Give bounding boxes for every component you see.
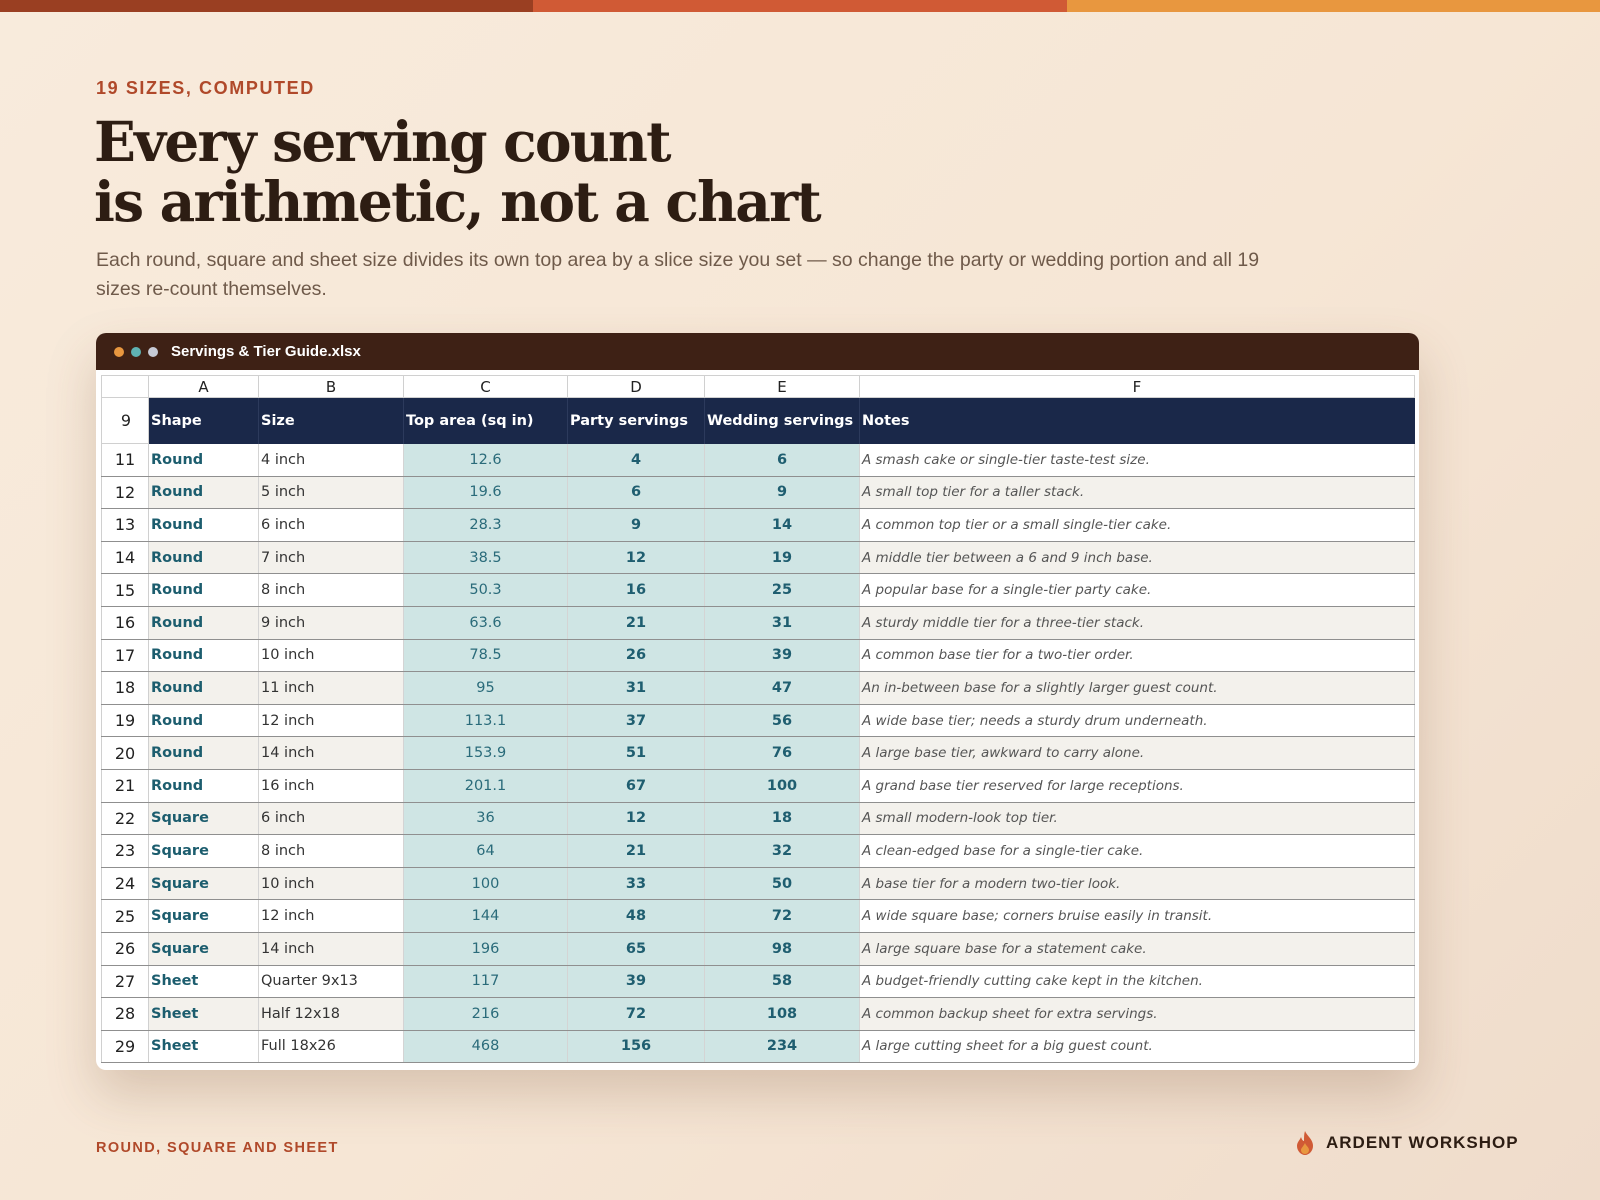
table-row — [102, 672, 1415, 705]
row-number[interactable]: 21 — [102, 769, 149, 802]
cell-notes[interactable]: A grand base tier reserved for large receptions. — [860, 769, 1415, 802]
row-number[interactable]: 17 — [102, 639, 149, 672]
cell-notes[interactable]: A small modern-look top tier. — [860, 802, 1415, 835]
cell-shape[interactable]: Round — [149, 769, 259, 802]
table-row — [102, 541, 1415, 574]
cell-top-area[interactable]: 78.5 — [404, 639, 568, 672]
cell-party-servings[interactable]: 21 — [568, 606, 705, 639]
cell-party-servings[interactable]: 72 — [568, 998, 705, 1031]
row-number[interactable]: 12 — [102, 476, 149, 509]
cell-wedding-servings[interactable]: 98 — [705, 932, 860, 965]
cell-notes[interactable]: A large square base for a statement cake. — [860, 932, 1415, 965]
headline-line-2: is arithmetic, not a chart — [94, 169, 820, 234]
cell-shape[interactable]: Square — [149, 932, 259, 965]
header-party-servings[interactable]: Party servings — [568, 398, 705, 444]
table-row — [102, 965, 1415, 998]
cell-notes[interactable]: A smash cake or single-tier taste-test size. — [860, 444, 1415, 477]
table-row — [102, 509, 1415, 542]
cell-notes[interactable]: A common top tier or a small single-tier cake. — [860, 509, 1415, 542]
table-row — [102, 476, 1415, 509]
table-row — [102, 932, 1415, 965]
cell-wedding-servings[interactable]: 14 — [705, 509, 860, 542]
row-number[interactable]: 23 — [102, 835, 149, 868]
cell-party-servings[interactable]: 9 — [568, 509, 705, 542]
cell-size[interactable]: 11 inch — [259, 672, 404, 705]
footer-caption: ROUND, SQUARE AND SHEET — [96, 1140, 339, 1156]
cell-wedding-servings[interactable]: 50 — [705, 867, 860, 900]
table-row — [102, 574, 1415, 607]
top-accent-bar — [0, 0, 1600, 12]
table-row — [102, 704, 1415, 737]
column-header-a[interactable]: A — [149, 376, 259, 398]
cell-party-servings[interactable]: 33 — [568, 867, 705, 900]
column-header-c[interactable]: C — [404, 376, 568, 398]
cell-top-area[interactable]: 63.6 — [404, 606, 568, 639]
header-notes[interactable]: Notes — [860, 398, 1415, 444]
cell-top-area[interactable]: 50.3 — [404, 574, 568, 607]
headline-line-1: Every serving count — [94, 109, 670, 174]
header-wedding-servings[interactable]: Wedding servings — [705, 398, 860, 444]
row-number[interactable]: 19 — [102, 704, 149, 737]
row-number[interactable]: 16 — [102, 606, 149, 639]
cell-shape[interactable]: Round — [149, 574, 259, 607]
table-row — [102, 802, 1415, 835]
column-header-d[interactable]: D — [568, 376, 705, 398]
cell-party-servings[interactable]: 37 — [568, 704, 705, 737]
cell-shape[interactable]: Sheet — [149, 1030, 259, 1063]
cell-party-servings[interactable]: 12 — [568, 541, 705, 574]
window-dot-grey[interactable] — [148, 347, 158, 357]
table-row — [102, 835, 1415, 868]
column-header-row — [102, 376, 1415, 398]
table-row — [102, 444, 1415, 477]
cell-shape[interactable]: Round — [149, 672, 259, 705]
cell-size[interactable]: 14 inch — [259, 932, 404, 965]
cell-notes[interactable]: A middle tier between a 6 and 9 inch base. — [860, 541, 1415, 574]
cell-wedding-servings[interactable]: 58 — [705, 965, 860, 998]
cell-party-servings[interactable]: 12 — [568, 802, 705, 835]
cell-size[interactable]: 8 inch — [259, 835, 404, 868]
table-row — [102, 606, 1415, 639]
cell-size[interactable]: 8 inch — [259, 574, 404, 607]
cell-top-area[interactable]: 64 — [404, 835, 568, 868]
cell-party-servings[interactable]: 156 — [568, 1030, 705, 1063]
cell-party-servings[interactable]: 26 — [568, 639, 705, 672]
flame-icon — [1294, 1130, 1316, 1156]
cell-party-servings[interactable]: 21 — [568, 835, 705, 868]
cell-notes[interactable]: A wide square base; corners bruise easily in transit. — [860, 900, 1415, 933]
table-row — [102, 769, 1415, 802]
row-number[interactable]: 15 — [102, 574, 149, 607]
table-row — [102, 900, 1415, 933]
cell-size[interactable]: 5 inch — [259, 476, 404, 509]
brand-name: ARDENT WORKSHOP — [1326, 1133, 1519, 1152]
cell-wedding-servings[interactable]: 32 — [705, 835, 860, 868]
spreadsheet-window — [96, 333, 1419, 1070]
row-number[interactable]: 14 — [102, 541, 149, 574]
table-row — [102, 737, 1415, 770]
cell-shape[interactable]: Square — [149, 867, 259, 900]
cell-notes[interactable]: A sturdy middle tier for a three-tier stack. — [860, 606, 1415, 639]
cell-party-servings[interactable]: 4 — [568, 444, 705, 477]
page-headline — [94, 109, 820, 234]
cell-wedding-servings[interactable]: 9 — [705, 476, 860, 509]
cell-shape[interactable]: Round — [149, 444, 259, 477]
window-title: Servings & Tier Guide.xlsx — [171, 343, 361, 360]
cell-wedding-servings[interactable]: 56 — [705, 704, 860, 737]
cell-size[interactable]: 10 inch — [259, 867, 404, 900]
cell-shape[interactable]: Sheet — [149, 965, 259, 998]
cell-size[interactable]: 9 inch — [259, 606, 404, 639]
cell-size[interactable]: 10 inch — [259, 639, 404, 672]
cell-notes[interactable]: A common base tier for a two-tier order. — [860, 639, 1415, 672]
window-dot-orange[interactable] — [114, 347, 124, 357]
cell-party-servings[interactable]: 48 — [568, 900, 705, 933]
row-number[interactable]: 22 — [102, 802, 149, 835]
cell-size[interactable]: 14 inch — [259, 737, 404, 770]
accent-bar-segment-1 — [0, 0, 533, 12]
cell-wedding-servings[interactable]: 72 — [705, 900, 860, 933]
cell-notes[interactable]: A wide base tier; needs a sturdy drum underneath. — [860, 704, 1415, 737]
cell-shape[interactable]: Round — [149, 509, 259, 542]
row-number[interactable]: 11 — [102, 444, 149, 477]
row-number[interactable]: 28 — [102, 998, 149, 1031]
cell-party-servings[interactable]: 39 — [568, 965, 705, 998]
cell-notes[interactable]: A popular base for a single-tier party cake. — [860, 574, 1415, 607]
cell-notes[interactable]: A base tier for a modern two-tier look. — [860, 867, 1415, 900]
cell-wedding-servings[interactable]: 108 — [705, 998, 860, 1031]
corner-cell[interactable] — [102, 376, 149, 398]
accent-bar-segment-3 — [1067, 0, 1600, 12]
cell-wedding-servings[interactable]: 19 — [705, 541, 860, 574]
row-number[interactable]: 25 — [102, 900, 149, 933]
column-header-f[interactable]: F — [860, 376, 1415, 398]
cell-party-servings[interactable]: 6 — [568, 476, 705, 509]
cell-top-area[interactable]: 216 — [404, 998, 568, 1031]
cell-size[interactable]: 12 inch — [259, 900, 404, 933]
window-dot-teal[interactable] — [131, 347, 141, 357]
cell-notes[interactable]: A small top tier for a taller stack. — [860, 476, 1415, 509]
column-header-e[interactable]: E — [705, 376, 860, 398]
column-header-b[interactable]: B — [259, 376, 404, 398]
cell-notes[interactable]: An in-between base for a slightly larger guest count. — [860, 672, 1415, 705]
cell-party-servings[interactable]: 65 — [568, 932, 705, 965]
cell-shape[interactable]: Square — [149, 900, 259, 933]
header-top-area[interactable]: Top area (sq in) — [404, 398, 568, 444]
cell-party-servings[interactable]: 16 — [568, 574, 705, 607]
cell-wedding-servings[interactable]: 100 — [705, 769, 860, 802]
cell-wedding-servings[interactable]: 234 — [705, 1030, 860, 1063]
cell-wedding-servings[interactable]: 6 — [705, 444, 860, 477]
cell-party-servings[interactable]: 31 — [568, 672, 705, 705]
cell-size[interactable]: Full 18x26 — [259, 1030, 404, 1063]
cell-shape[interactable]: Round — [149, 541, 259, 574]
cell-top-area[interactable]: 144 — [404, 900, 568, 933]
row-number[interactable]: 13 — [102, 509, 149, 542]
row-number[interactable]: 29 — [102, 1030, 149, 1063]
table-header-row — [102, 398, 1415, 444]
cell-shape[interactable]: Round — [149, 704, 259, 737]
header-size[interactable]: Size — [259, 398, 404, 444]
row-number[interactable]: 24 — [102, 867, 149, 900]
cell-notes[interactable]: A large cutting sheet for a big guest count. — [860, 1030, 1415, 1063]
cell-top-area[interactable]: 38.5 — [404, 541, 568, 574]
cell-wedding-servings[interactable]: 31 — [705, 606, 860, 639]
window-titlebar — [96, 333, 1419, 370]
cell-top-area[interactable]: 201.1 — [404, 769, 568, 802]
cell-shape[interactable]: Square — [149, 835, 259, 868]
cell-top-area[interactable]: 28.3 — [404, 509, 568, 542]
cell-wedding-servings[interactable]: 39 — [705, 639, 860, 672]
cell-top-area[interactable]: 468 — [404, 1030, 568, 1063]
row-number[interactable]: 18 — [102, 672, 149, 705]
cell-size[interactable]: 16 inch — [259, 769, 404, 802]
cell-shape[interactable]: Round — [149, 606, 259, 639]
page-subtitle: Each round, square and sheet size divides its own top area by a slice size you set — so change the party or wedding portion and all 19 sizes re-count themselves. — [96, 249, 1260, 300]
cell-shape[interactable]: Sheet — [149, 998, 259, 1031]
table-row — [102, 867, 1415, 900]
eyebrow-label: 19 SIZES, COMPUTED — [96, 78, 315, 98]
table-row — [102, 639, 1415, 672]
table-row — [102, 998, 1415, 1031]
cell-wedding-servings[interactable]: 18 — [705, 802, 860, 835]
cell-shape[interactable]: Round — [149, 737, 259, 770]
header-shape[interactable]: Shape — [149, 398, 259, 444]
cell-size[interactable]: Half 12x18 — [259, 998, 404, 1031]
cell-wedding-servings[interactable]: 76 — [705, 737, 860, 770]
cell-top-area[interactable]: 12.6 — [404, 444, 568, 477]
cell-top-area[interactable]: 36 — [404, 802, 568, 835]
cell-shape[interactable]: Square — [149, 802, 259, 835]
cell-size[interactable]: 7 inch — [259, 541, 404, 574]
cell-size[interactable]: 6 inch — [259, 509, 404, 542]
cell-size[interactable]: Quarter 9x13 — [259, 965, 404, 998]
cell-notes[interactable]: A common backup sheet for extra servings. — [860, 998, 1415, 1031]
cell-top-area[interactable]: 196 — [404, 932, 568, 965]
cell-notes[interactable]: A budget-friendly cutting cake kept in the kitchen. — [860, 965, 1415, 998]
cell-wedding-servings[interactable]: 25 — [705, 574, 860, 607]
cell-notes[interactable]: A large base tier, awkward to carry alone. — [860, 737, 1415, 770]
table-row — [102, 1030, 1415, 1063]
row-number[interactable]: 26 — [102, 932, 149, 965]
cell-shape[interactable]: Round — [149, 639, 259, 672]
cell-party-servings[interactable]: 67 — [568, 769, 705, 802]
cell-shape[interactable]: Round — [149, 476, 259, 509]
cell-top-area[interactable]: 113.1 — [404, 704, 568, 737]
cell-top-area[interactable]: 117 — [404, 965, 568, 998]
cell-top-area[interactable]: 153.9 — [404, 737, 568, 770]
row-number[interactable]: 20 — [102, 737, 149, 770]
cell-party-servings[interactable]: 51 — [568, 737, 705, 770]
row-number[interactable]: 9 — [102, 398, 149, 444]
cell-top-area[interactable]: 95 — [404, 672, 568, 705]
cell-top-area[interactable]: 19.6 — [404, 476, 568, 509]
cell-top-area[interactable]: 100 — [404, 867, 568, 900]
cell-wedding-servings[interactable]: 47 — [705, 672, 860, 705]
cell-size[interactable]: 12 inch — [259, 704, 404, 737]
accent-bar-segment-2 — [533, 0, 1066, 12]
cell-size[interactable]: 4 inch — [259, 444, 404, 477]
spreadsheet-grid — [101, 375, 1415, 1063]
cell-size[interactable]: 6 inch — [259, 802, 404, 835]
brand-block — [1294, 1130, 1519, 1156]
row-number[interactable]: 27 — [102, 965, 149, 998]
cell-notes[interactable]: A clean-edged base for a single-tier cake. — [860, 835, 1415, 868]
